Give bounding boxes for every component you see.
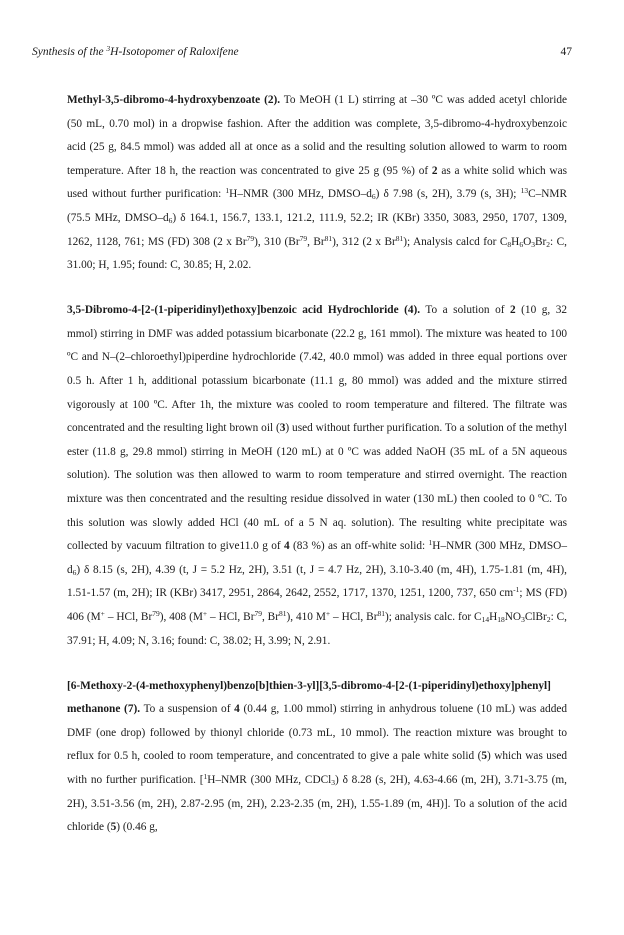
compound-heading: [6-Methoxy-2-(4-methoxyphenyl)benzo[b]thien-3-yl][3,5-dibromo-4-[2-(1-piperidinyl)ethoxy]phenyl] methanone (7). — [67, 679, 551, 716]
compound-heading: Methyl-3,5-dibromo-4-hydroxybenzoate (2). — [67, 94, 281, 106]
running-head — [32, 46, 572, 62]
page-number: 47 — [560, 46, 572, 58]
procedure-paragraph-compound-7: [6-Methoxy-2-(4-methoxyphenyl)benzo[b]thien-3-yl][3,5-dibromo-4-[2-(1-piperidinyl)ethoxy]phenyl] methanone (7). To a suspension of 4 (0.44 g, 1.00 mmol) stirring in anhydrous toluene (10 mL) was added DMF (one drop) followed by thionyl chloride (0.73 mL, 10 mmol). The reaction mixture was brought to reflux for 0.5 h, cooled to room temperature, and concentrated to give a pale white solid (5) which was used with no further purification. [$^1$H–NMR (300 MHz, CDCl$_3$) δ 8.28 (s, 2H), 4.63-4.66 (m, 2H), 3.71-3.75 (m, 2H), 3.51-3.56 (m, 2H), 2.87-2.95 (m, 2H), 2.23-2.35 (m, 2H), 1.55-1.89 (m, 4H)]. To a solution of the acid chloride (5) (0.46 g, — [67, 679, 568, 834]
running-head-title: Synthesis of the $^3$H-Isotopomer of Raloxifene — [32, 44, 239, 58]
document-body — [67, 89, 567, 861]
compound-heading: 3,5-Dibromo-4-[2-(1-piperidinyl)ethoxy]benzoic acid Hydrochloride (4). — [67, 304, 421, 317]
procedure-paragraph-compound-4: 3,5-Dibromo-4-[2-(1-piperidinyl)ethoxy]benzoic acid Hydrochloride (4). To a solution of 2 (10 g, 32 mmol) stirring in DMF was added potassium bicarbonate (22.2 g, 161 mmol). The mixture was heated to 100 ºC and N–(2–chloroethyl)piperdine hydrochloride (7.42, 40.0 mmol) was added in three equal portions over 0.5 h. After 1 h, additional potassium bicarbonate (11.1 g, 80 mmol) was added and the mixture stirred vigorously at 100 ºC. After 1h, the mixture was cooled to room temperature and filtered. The filtrate was concentrated and the resulting light brown oil (3) used without further purification. To a solution of the methyl ester (11.8 g, 29.8 mmol) stirring in MeOH (120 mL) at 0 ºC was added NaOH (35 mL of a 5N aqueous solution). The solution was then allowed to warm to room temperature and stirred overnight. The reaction mixture was then concentrated and the resulting residue dissolved in water (130 mL) then cooled to 0 ºC. To this solution was slowly added HCl (40 mL of a 5 N aq. solution). The resulting white precipitate was collected by vacuum filtration to give11.0 g of 4 (83 %) as an off-white solid: $^1$H–NMR (300 MHz, DMSO–$d_6$) δ 8.15 (s, 2H), 4.39 (t, J = 5.2 Hz, 2H), 3.51 (t, J = 4.7 Hz, 2H), 3.10-3.40 (m, 4H), 1.75-1.81 (m, 4H), 1.51-1.57 (m, 2H); IR (KBr) 3417, 2951, 2864, 2642, 2552, 1717, 1370, 1251, 1200, 737, 650 $cm^{-1}$; MS (FD) 406 (M+ – HCl, Br$^{79}$), 408 (M+ – HCl, Br$^{79}$, Br$^{81}$), 410 M+ – HCl, Br$^{81}$); analysis calc. for $C_{14}H_{18}NO_3ClBr_2$: C, 37.91; H, 4.09; N, 3.16; found: C, 38.02; H, 3.99; N, 2.91. — [67, 304, 567, 647]
procedure-paragraph-compound-2: Methyl-3,5-dibromo-4-hydroxybenzoate (2). To MeOH (1 L) stirring at –30 ºC was added acetyl chloride (50 mL, 0.70 mol) in a dropwise fashion. After the addition was complete, 3,5-dibromo-4-hydroxybenzoic acid (25 g, 84.5 mmol) was added all at once as a solid and the resulting solution allowed to warm to room temperature. After 18 h, the reaction was concentrated to give 25 g (95 %) of 2 as a white solid which was used without further purification: $^1$H–NMR (300 MHz, DMSO–$d_6$) δ 7.98 (s, 2H), 3.79 (s, 3H); $^{13}$C–NMR (75.5 MHz, DMSO–$d_6$) δ 164.1, 156.7, 133.1, 121.2, 111.9, 52.2; IR (KBr) 3350, 3083, 2950, 1707, 1309, 1262, 1128, 761; MS (FD) 308 (2 x Br$^{79}$), 310 (Br$^{79}$, Br$^{81}$), 312 (2 x Br$^{81}$); Analysis calcd for $C_8H_6O_3Br_2$: C, 31.00; H, 1.95; found: C, 30.85; H, 2.02. — [67, 94, 568, 272]
